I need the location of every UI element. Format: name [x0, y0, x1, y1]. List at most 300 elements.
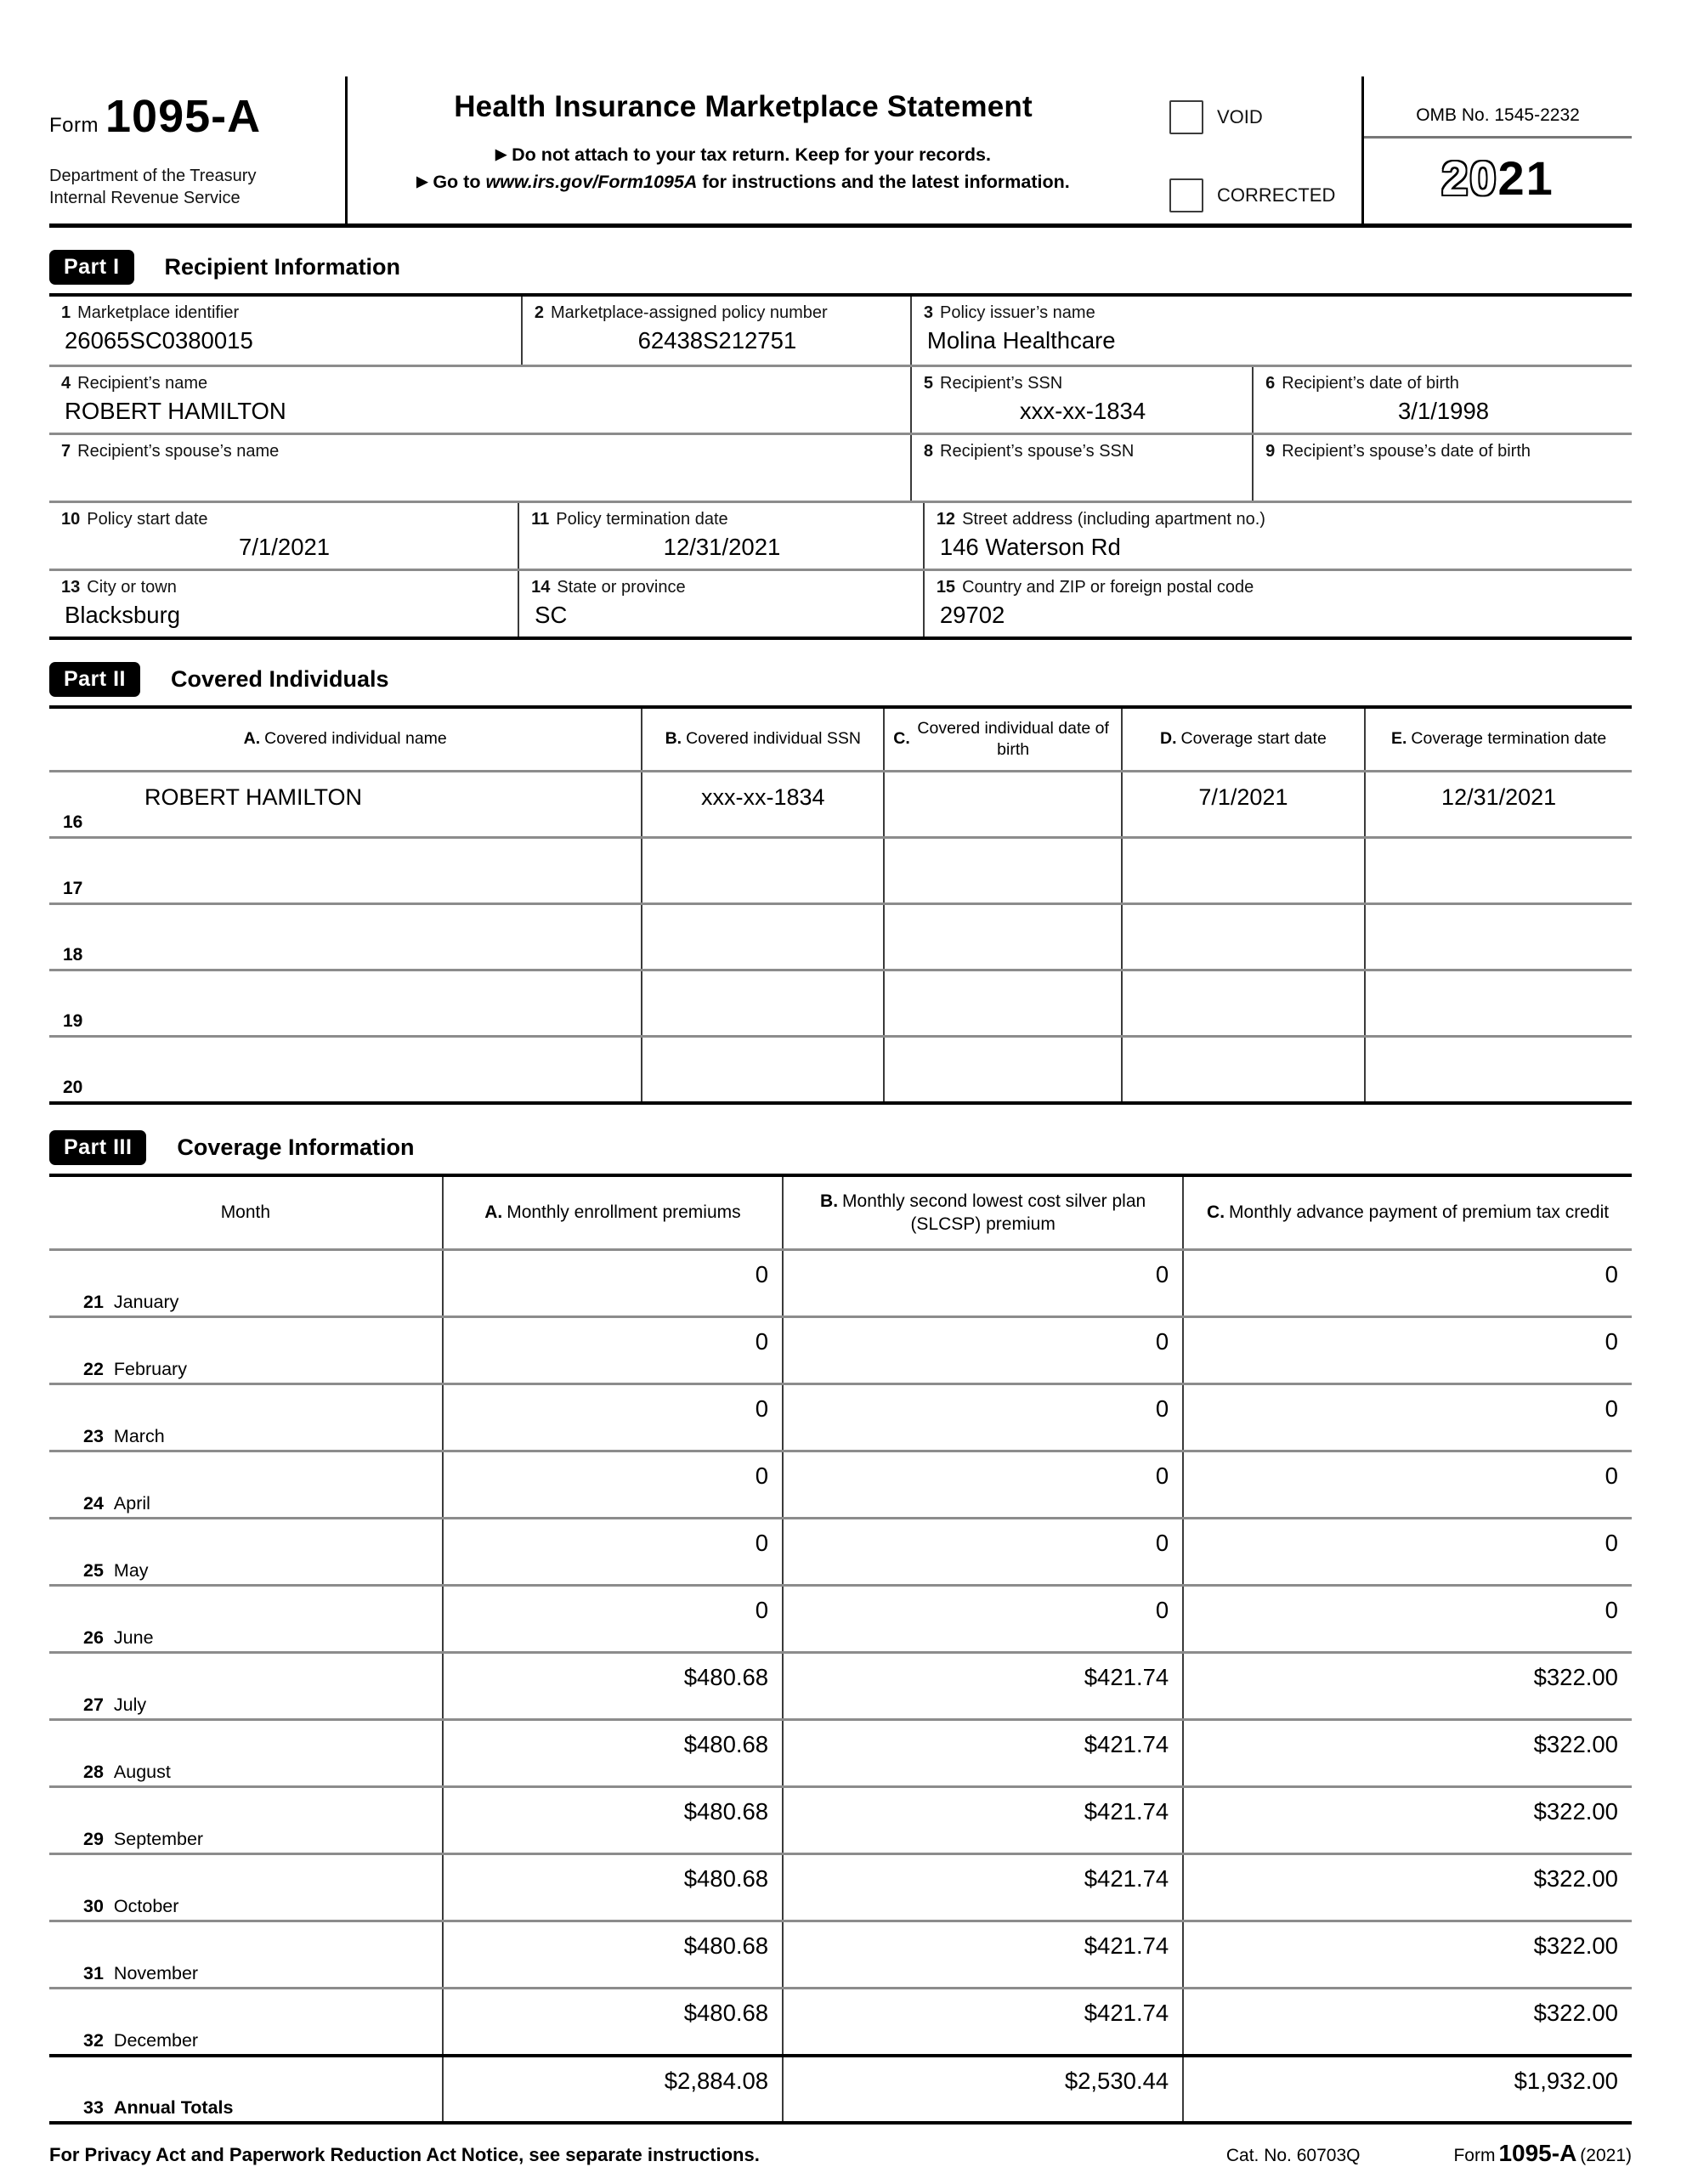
field-1-label: Marketplace identifier: [77, 303, 240, 322]
premium-c-value: $322.00: [1533, 1798, 1618, 1825]
cell-premium-a: [442, 1251, 782, 1315]
cell-end: [1364, 971, 1632, 1035]
field-8-spouse-ssn: [910, 435, 1252, 501]
part1-badge: Part I: [49, 250, 134, 285]
month-name: October: [113, 1896, 179, 1916]
field-1-value: 26065SC0380015: [65, 327, 253, 354]
col-d-letter: D.: [1160, 729, 1177, 749]
col-a-text: Monthly enrollment premiums: [507, 1202, 741, 1223]
row-number: 25: [83, 1560, 104, 1581]
premium-a-value: 0: [755, 1261, 769, 1287]
coverage-information-table: [49, 1174, 1632, 2125]
field-4-recipient-name: [49, 367, 910, 433]
cell-premium-c: [1182, 1385, 1632, 1450]
col-e-letter: E.: [1390, 729, 1407, 749]
dept-line-1: Department of the Treasury: [49, 167, 257, 185]
col-e-text: Coverage termination date: [1411, 729, 1607, 749]
premium-a-value: $480.68: [683, 1731, 769, 1757]
row-number: 17: [63, 879, 83, 898]
instruction-line-2: [348, 172, 1139, 193]
row-number: 31: [83, 1963, 104, 1983]
premium-b-value: 0: [1155, 1597, 1169, 1623]
cell-premium-c: [1182, 1452, 1632, 1517]
coverage-month-row-april: [49, 1450, 1632, 1517]
row-number: 16: [63, 812, 83, 832]
cell-dob: [883, 905, 1120, 969]
tax-year-prefix: 20: [1441, 151, 1498, 205]
cell-ssn: [641, 905, 883, 969]
month-name: September: [113, 1829, 204, 1849]
cell-premium-b: [782, 1989, 1182, 2054]
cell-premium-a: [442, 1587, 782, 1651]
col-enrollment-premiums: [442, 1177, 782, 1248]
cell-start: [1121, 839, 1365, 902]
row-number: 29: [83, 1829, 104, 1849]
cell-premium-b: [782, 1654, 1182, 1718]
field-1-number: 1: [61, 303, 71, 322]
cell-name: [49, 905, 641, 969]
premium-c-value: $322.00: [1533, 1664, 1618, 1690]
col-c-text: Monthly advance payment of premium tax credit: [1229, 1202, 1610, 1223]
annual-totals-label: Annual Totals: [113, 2097, 234, 2118]
annual-total-a-value: $2,884.08: [664, 2068, 769, 2094]
covered-individual-row-20: [49, 1035, 1632, 1101]
cell-premium-a: [442, 1989, 782, 2054]
premium-b-value: 0: [1155, 1463, 1169, 1489]
field-6-label: Recipient’s date of birth: [1282, 374, 1459, 393]
cell-month: [49, 1989, 442, 2054]
cell-month: [49, 1855, 442, 1920]
cell-premium-a: [442, 2057, 782, 2121]
field-5-value: xxx-xx-1834: [1019, 398, 1146, 424]
row-number: 28: [83, 1762, 104, 1782]
col-c-letter: C.: [893, 729, 910, 749]
field-3-value: Molina Healthcare: [926, 327, 1116, 354]
coverage-month-row-february: [49, 1315, 1632, 1383]
part1-row-1-2-3: [49, 297, 1632, 365]
cell-dob: [883, 772, 1120, 836]
cell-ssn: [641, 1038, 883, 1101]
omb-block: [1361, 76, 1632, 223]
field-13-city: [49, 571, 518, 637]
field-14-state: [518, 571, 923, 637]
cell-premium-a: [442, 1922, 782, 1987]
cell-premium-b: [782, 1788, 1182, 1853]
field-7-spouse-name: [49, 435, 910, 501]
field-4-label: Recipient’s name: [77, 374, 208, 393]
covered-individual-row-18: [49, 902, 1632, 969]
coverage-month-row-october: [49, 1853, 1632, 1920]
col-a-letter: A.: [484, 1202, 503, 1223]
row-number: 18: [63, 945, 83, 965]
cell-end: [1364, 1038, 1632, 1101]
cell-premium-a: [442, 1721, 782, 1785]
form-number: 1095-A: [105, 91, 262, 142]
footer-form-number: 1095-A: [1498, 2140, 1577, 2166]
cell-month: [49, 1519, 442, 1584]
col-covered-ssn: [641, 709, 883, 770]
col-d-text: Coverage start date: [1180, 729, 1327, 749]
month-name: November: [113, 1963, 199, 1983]
premium-b-value: $421.74: [1084, 1664, 1169, 1690]
col-advance-payment: [1182, 1177, 1632, 1248]
footer-form-word: Form: [1453, 2146, 1496, 2165]
part1-row-4-5-6: [49, 365, 1632, 433]
part3-title: Coverage Information: [177, 1134, 415, 1160]
cell-start: [1121, 905, 1365, 969]
cell-month: [49, 2057, 442, 2121]
month-name: May: [113, 1560, 149, 1581]
field-5-recipient-ssn: [910, 367, 1252, 433]
month-name: January: [113, 1292, 179, 1312]
premium-a-value: 0: [755, 1597, 769, 1623]
field-8-number: 8: [923, 442, 934, 461]
cell-name: [49, 772, 641, 836]
premium-b-value: 0: [1155, 1328, 1169, 1355]
cell-month: [49, 1452, 442, 1517]
cell-premium-c: [1182, 1989, 1632, 2054]
part2-header: [49, 662, 1632, 697]
field-9-number: 9: [1265, 442, 1276, 461]
coverage-end-value: 12/31/2021: [1441, 784, 1557, 810]
cell-premium-c: [1182, 1318, 1632, 1383]
cell-premium-a: [442, 1519, 782, 1584]
cell-premium-a: [442, 1452, 782, 1517]
agency-block: [49, 165, 345, 209]
premium-a-value: $480.68: [683, 1865, 769, 1892]
covered-individual-row-19: [49, 969, 1632, 1035]
void-row: [1169, 100, 1361, 134]
field-13-label: City or town: [87, 578, 177, 597]
cell-premium-b: [782, 1922, 1182, 1987]
premium-a-value: $480.68: [683, 1932, 769, 1959]
field-15-zip: [923, 571, 1632, 637]
field-6-recipient-dob: [1252, 367, 1632, 433]
part1-header: [49, 250, 1632, 285]
cell-dob: [883, 971, 1120, 1035]
row-number: 32: [83, 2030, 104, 2051]
cell-premium-a: [442, 1788, 782, 1853]
part1-row-7-8-9: [49, 433, 1632, 501]
premium-b-value: $421.74: [1084, 1731, 1169, 1757]
form-word: Form: [49, 114, 99, 137]
cell-premium-b: [782, 1519, 1182, 1584]
instruction-line-1: [348, 144, 1139, 166]
field-10-policy-start-date: [49, 503, 518, 569]
coverage-month-row-march: [49, 1383, 1632, 1450]
coverage-annual-totals-row: [49, 2054, 1632, 2121]
form-title: Health Insurance Marketplace Statement: [454, 90, 1033, 123]
cell-month: [49, 1251, 442, 1315]
premium-c-value: $322.00: [1533, 1865, 1618, 1892]
part1-row-13-14-15: [49, 569, 1632, 637]
col-covered-dob: [883, 709, 1120, 770]
footer-form-year: (2021): [1580, 2146, 1632, 2165]
field-11-label: Policy termination date: [556, 510, 728, 529]
col-a-text: Covered individual name: [264, 729, 447, 749]
cell-month: [49, 1385, 442, 1450]
footer-form-id: [1453, 2140, 1632, 2167]
form-title-block: [348, 76, 1139, 223]
part2-title: Covered Individuals: [170, 666, 389, 692]
cell-month: [49, 1654, 442, 1718]
field-4-value: ROBERT HAMILTON: [65, 398, 286, 424]
cell-start: [1121, 971, 1365, 1035]
row-number: 20: [63, 1078, 83, 1097]
catalog-number: Cat. No. 60703Q: [1225, 2146, 1361, 2165]
premium-c-value: 0: [1605, 1463, 1618, 1489]
field-15-value: 29702: [939, 602, 1005, 628]
field-10-number: 10: [61, 510, 81, 529]
corrected-row: [1169, 178, 1361, 212]
month-name: July: [113, 1695, 147, 1715]
dept-line-2: Internal Revenue Service: [49, 189, 241, 207]
form-header: [49, 76, 1632, 228]
cell-premium-b: [782, 1251, 1182, 1315]
month-name: February: [113, 1359, 187, 1379]
row-number: 30: [83, 1896, 104, 1916]
field-14-number: 14: [531, 578, 551, 597]
field-11-policy-termination-date: [518, 503, 923, 569]
premium-c-value: $322.00: [1533, 1932, 1618, 1959]
col-coverage-start: [1121, 709, 1365, 770]
cell-premium-c: [1182, 1587, 1632, 1651]
cell-premium-c: [1182, 1922, 1632, 1987]
premium-b-value: 0: [1155, 1395, 1169, 1422]
field-1-marketplace-identifier: [49, 297, 521, 365]
month-name: December: [113, 2030, 199, 2051]
cell-premium-c: [1182, 1855, 1632, 1920]
cell-premium-b: [782, 1855, 1182, 1920]
coverage-month-row-july: [49, 1651, 1632, 1718]
month-name: March: [113, 1426, 165, 1446]
coverage-month-row-november: [49, 1920, 1632, 1987]
field-9-spouse-dob: [1252, 435, 1632, 501]
form-identity-block: [49, 76, 345, 223]
recipient-information-table: [49, 293, 1632, 640]
covered-individuals-header-row: [49, 709, 1632, 770]
col-month-text: Month: [220, 1202, 271, 1223]
cell-end: [1364, 839, 1632, 902]
premium-c-value: 0: [1605, 1530, 1618, 1556]
col-c-letter: C.: [1207, 1202, 1225, 1223]
void-label: VOID: [1217, 106, 1263, 127]
cell-ssn: [641, 772, 883, 836]
cell-ssn: [641, 839, 883, 902]
field-6-value: 3/1/1998: [1398, 398, 1490, 424]
part1-row-10-11-12: [49, 501, 1632, 569]
col-month: [49, 1177, 442, 1248]
field-3-policy-issuer-name: [910, 297, 1632, 365]
cell-premium-c: [1182, 1251, 1632, 1315]
premium-c-value: 0: [1605, 1261, 1618, 1287]
cell-month: [49, 1318, 442, 1383]
cell-premium-a: [442, 1654, 782, 1718]
field-8-label: Recipient’s spouse’s SSN: [940, 442, 1135, 461]
cell-start: [1121, 772, 1365, 836]
cell-premium-c: [1182, 1654, 1632, 1718]
covered-individual-row-17: [49, 836, 1632, 902]
form-id-line: [49, 90, 345, 143]
premium-a-value: 0: [755, 1328, 769, 1355]
cell-month: [49, 1587, 442, 1651]
col-covered-name: [49, 709, 641, 770]
col-c-text: Covered individual date of birth: [917, 718, 1109, 759]
col-b-letter: B.: [665, 729, 682, 749]
field-12-street-address: [923, 503, 1632, 569]
field-5-label: Recipient’s SSN: [940, 374, 1063, 393]
field-2-value: 62438S212751: [637, 327, 797, 354]
cell-month: [49, 1788, 442, 1853]
void-checkbox[interactable]: [1169, 100, 1203, 134]
omb-number: OMB No. 1545-2232: [1364, 76, 1632, 139]
premium-b-value: 0: [1155, 1261, 1169, 1287]
cell-name: [49, 1038, 641, 1101]
coverage-header-row: [49, 1177, 1632, 1248]
premium-a-value: 0: [755, 1463, 769, 1489]
field-14-label: State or province: [557, 578, 686, 597]
irs-url-text: www.irs.gov/Form1095A: [485, 172, 698, 192]
row-number: 21: [83, 1292, 104, 1312]
cell-premium-a: [442, 1318, 782, 1383]
field-10-value: 7/1/2021: [239, 534, 331, 560]
field-9-label: Recipient’s spouse’s date of birth: [1282, 442, 1531, 461]
coverage-month-row-december: [49, 1987, 1632, 2054]
cell-name: [49, 971, 641, 1035]
field-15-label: Country and ZIP or foreign postal code: [962, 578, 1254, 597]
coverage-month-row-september: [49, 1785, 1632, 1853]
field-2-number: 2: [534, 303, 544, 322]
field-2-policy-number: [521, 297, 910, 365]
annual-total-b-value: $2,530.44: [1064, 2068, 1169, 2094]
field-6-number: 6: [1265, 374, 1276, 393]
coverage-month-row-january: [49, 1248, 1632, 1315]
row-number: 24: [83, 1493, 104, 1514]
covered-name-value: ROBERT HAMILTON: [144, 784, 363, 810]
col-b-letter: B.: [820, 1191, 839, 1211]
cell-premium-b: [782, 2057, 1182, 2121]
cell-dob: [883, 839, 1120, 902]
coverage-month-row-may: [49, 1517, 1632, 1584]
tax-year-suffix: 21: [1497, 151, 1554, 205]
premium-b-value: $421.74: [1084, 1932, 1169, 1959]
premium-b-value: $421.74: [1084, 2000, 1169, 2026]
instruction-2-prefix: Go to: [433, 172, 486, 192]
corrected-checkbox[interactable]: [1169, 178, 1203, 212]
cell-premium-a: [442, 1855, 782, 1920]
cell-dob: [883, 1038, 1120, 1101]
instruction-2-suffix: for instructions and the latest information.: [697, 172, 1070, 192]
cell-premium-b: [782, 1452, 1182, 1517]
row-number: 19: [63, 1011, 83, 1031]
part3-header: [49, 1130, 1632, 1165]
row-number: 22: [83, 1359, 104, 1379]
tax-year: [1364, 150, 1632, 206]
premium-b-value: $421.74: [1084, 1865, 1169, 1892]
void-corrected-block: [1139, 76, 1361, 223]
field-7-number: 7: [61, 442, 71, 461]
field-5-number: 5: [923, 374, 934, 393]
part3-badge: Part III: [49, 1130, 146, 1165]
col-a-letter: A.: [243, 729, 261, 749]
col-b-text: Covered individual SSN: [686, 729, 862, 749]
corrected-label: CORRECTED: [1217, 184, 1336, 206]
cell-month: [49, 1922, 442, 1987]
cell-premium-a: [442, 1385, 782, 1450]
row-number: 23: [83, 1426, 104, 1446]
cell-end: [1364, 905, 1632, 969]
premium-a-value: $480.68: [683, 1664, 769, 1690]
cell-end: [1364, 772, 1632, 836]
arrow-icon: ▶: [416, 173, 428, 190]
cell-premium-c: [1182, 2057, 1632, 2121]
month-name: April: [113, 1493, 150, 1514]
part2-badge: Part II: [49, 662, 140, 697]
field-10-label: Policy start date: [87, 510, 208, 529]
part1-title: Recipient Information: [164, 254, 401, 280]
premium-a-value: 0: [755, 1530, 769, 1556]
cell-start: [1121, 1038, 1365, 1101]
col-coverage-end: [1364, 709, 1632, 770]
field-2-label: Marketplace-assigned policy number: [551, 303, 828, 322]
field-7-label: Recipient’s spouse’s name: [77, 442, 280, 461]
row-number: 33: [83, 2097, 104, 2118]
premium-c-value: 0: [1605, 1597, 1618, 1623]
form-footer: [49, 2140, 1632, 2167]
field-14-value: SC: [535, 602, 568, 628]
cell-premium-c: [1182, 1721, 1632, 1785]
covered-individuals-table: [49, 705, 1632, 1105]
month-name: June: [113, 1627, 154, 1648]
field-12-label: Street address (including apartment no.): [962, 510, 1265, 529]
premium-a-value: $480.68: [683, 1798, 769, 1825]
cell-premium-b: [782, 1385, 1182, 1450]
premium-c-value: $322.00: [1533, 1731, 1618, 1757]
cell-premium-b: [782, 1721, 1182, 1785]
premium-a-value: $480.68: [683, 2000, 769, 2026]
col-slcsp-premium: [782, 1177, 1182, 1248]
premium-a-value: 0: [755, 1395, 769, 1422]
field-11-value: 12/31/2021: [663, 534, 781, 560]
field-13-number: 13: [61, 578, 81, 597]
premium-c-value: 0: [1605, 1395, 1618, 1422]
field-4-number: 4: [61, 374, 71, 393]
month-name: August: [113, 1762, 171, 1782]
privacy-act-notice: For Privacy Act and Paperwork Reduction Act Notice, see separate instructions.: [49, 2144, 760, 2165]
field-12-value: 146 Waterson Rd: [939, 534, 1121, 560]
premium-c-value: $322.00: [1533, 2000, 1618, 2026]
col-b-text: Monthly second lowest cost silver plan (SLCSP) premium: [842, 1191, 1146, 1234]
field-13-value: Blacksburg: [65, 602, 181, 628]
cell-ssn: [641, 971, 883, 1035]
field-12-number: 12: [936, 510, 956, 529]
field-3-number: 3: [923, 303, 934, 322]
cell-month: [49, 1721, 442, 1785]
field-3-label: Policy issuer’s name: [940, 303, 1095, 322]
cell-premium-c: [1182, 1519, 1632, 1584]
annual-total-c-value: $1,932.00: [1514, 2068, 1618, 2094]
cell-name: [49, 839, 641, 902]
coverage-month-row-june: [49, 1584, 1632, 1651]
arrow-icon: ▶: [495, 146, 507, 162]
premium-c-value: 0: [1605, 1328, 1618, 1355]
instruction-1-text: Do not attach to your tax return. Keep for your records.: [512, 144, 991, 165]
field-11-number: 11: [531, 510, 550, 529]
row-number: 26: [83, 1627, 104, 1648]
cell-premium-b: [782, 1318, 1182, 1383]
covered-individual-row-16: [49, 770, 1632, 836]
premium-b-value: $421.74: [1084, 1798, 1169, 1825]
